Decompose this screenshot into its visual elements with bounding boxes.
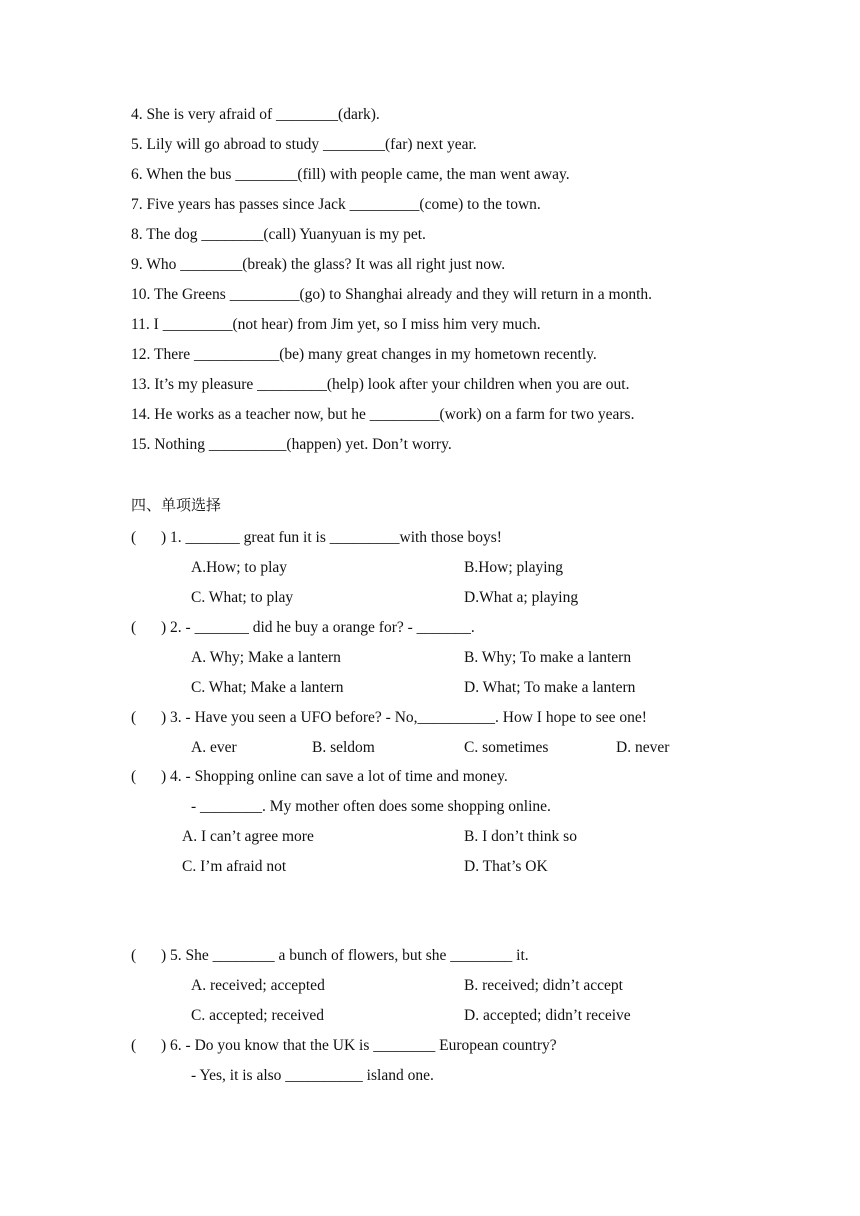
answer-paren-1: ( xyxy=(131,529,137,546)
question-4-reply: - ________. My mother often does some shopping online. xyxy=(191,798,551,815)
question-6-stem: ) 6. - Do you know that the UK is ________ European country? xyxy=(161,1037,557,1054)
sentence-14: 14. He works as a teacher now, but he _________(work) on a farm for two years. xyxy=(131,406,635,423)
sentence-15: 15. Nothing __________(happen) yet. Don’t worry. xyxy=(131,436,452,453)
question-4-option-c: C. I’m afraid not xyxy=(182,858,287,875)
question-5-option-a: A. received; accepted xyxy=(191,977,325,994)
sentence-7: 7. Five years has passes since Jack _________(come) to the town. xyxy=(131,196,541,213)
question-3-option-b: B. seldom xyxy=(312,739,375,756)
sentence-12: 12. There ___________(be) many great changes in my hometown recently. xyxy=(131,346,597,363)
question-2-stem: ) 2. - _______ did he buy a orange for? - _______. xyxy=(161,619,475,636)
question-2-option-d: D. What; To make a lantern xyxy=(464,679,636,696)
sentence-8: 8. The dog ________(call) Yuanyuan is my pet. xyxy=(131,226,426,243)
answer-paren-5: ( xyxy=(131,947,137,964)
question-3-stem: ) 3. - Have you seen a UFO before? - No,__________. How I hope to see one! xyxy=(161,709,647,726)
sentence-6: 6. When the bus ________(fill) with people came, the man went away. xyxy=(131,166,570,183)
sentence-4: 4. She is very afraid of ________(dark). xyxy=(131,106,380,123)
question-2-option-a: A. Why; Make a lantern xyxy=(191,649,341,666)
question-5-option-b: B. received; didn’t accept xyxy=(464,977,623,994)
question-3-option-a: A. ever xyxy=(191,739,237,756)
question-1-option-c: C. What; to play xyxy=(191,589,294,606)
question-2-option-b: B. Why; To make a lantern xyxy=(464,649,632,666)
question-1-option-d: D.What a; playing xyxy=(464,589,579,606)
answer-paren-6: ( xyxy=(131,1037,137,1054)
question-5-stem: ) 5. She ________ a bunch of flowers, but she ________ it. xyxy=(161,947,529,964)
question-1-option-b: B.How; playing xyxy=(464,559,564,576)
question-3-option-d: D. never xyxy=(616,739,670,756)
question-2-option-c: C. What; Make a lantern xyxy=(191,679,344,696)
answer-paren-3: ( xyxy=(131,709,137,726)
sentence-5: 5. Lily will go abroad to study ________(far) next year. xyxy=(131,136,477,153)
question-4-option-a: A. I can’t agree more xyxy=(182,828,314,845)
question-3-option-c: C. sometimes xyxy=(464,739,549,756)
question-1-stem: ) 1. _______ great fun it is _________with those boys! xyxy=(161,529,502,546)
question-4-stem: ) 4. - Shopping online can save a lot of time and money. xyxy=(161,768,508,785)
question-1-option-a: A.How; to play xyxy=(191,559,288,576)
question-4-option-b: B. I don’t think so xyxy=(464,828,577,845)
question-5-option-d: D. accepted; didn’t receive xyxy=(464,1007,631,1024)
section-heading: 四、单项选择 xyxy=(131,496,222,514)
sentence-11: 11. I _________(not hear) from Jim yet, so I miss him very much. xyxy=(131,316,541,333)
question-6-reply: - Yes, it is also __________ island one. xyxy=(191,1067,434,1084)
answer-paren-2: ( xyxy=(131,619,137,636)
question-5-option-c: C. accepted; received xyxy=(191,1007,324,1024)
question-4-option-d: D. That’s OK xyxy=(464,858,548,875)
answer-paren-4: ( xyxy=(131,768,137,785)
sentence-9: 9. Who ________(break) the glass? It was all right just now. xyxy=(131,256,506,273)
sentence-10: 10. The Greens _________(go) to Shanghai already and they will return in a month. xyxy=(131,286,652,303)
sentence-13: 13. It’s my pleasure _________(help) look after your children when you are out. xyxy=(131,376,630,393)
